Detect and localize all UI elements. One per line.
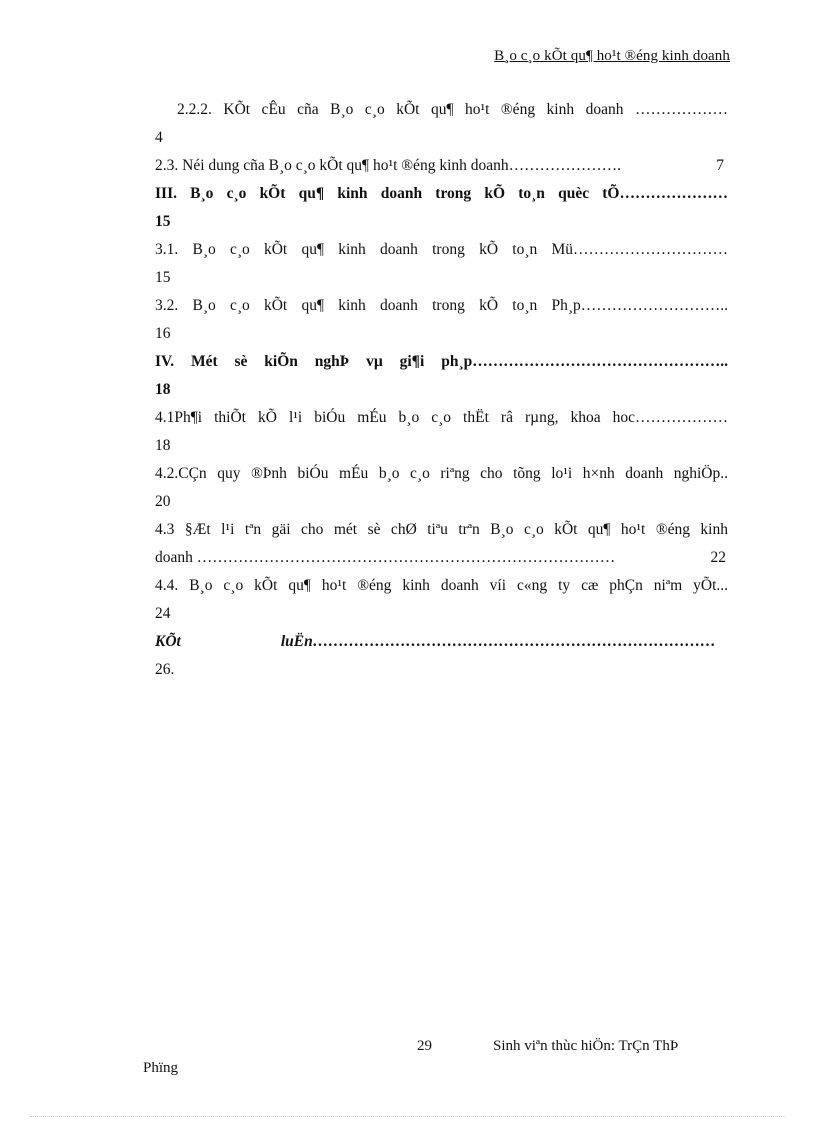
toc-entry-text: 2.3. Néi dung cña B¸o c¸o kÕt qu¶ ho¹t ®éng kinh doanh…………………. [155,157,621,174]
toc-page-number: 15 [155,213,171,230]
toc-entry: 3.1. B¸o c¸o kÕt qu¶ kinh doanh trong kÕ to¸n Mü………………………… [155,241,728,258]
toc-page-number: 20 [155,493,171,510]
toc-entry [155,544,728,572]
toc-page-number: 18 [155,437,171,454]
toc-entry: 4.2.CÇn quy ®Þnh biÓu mÉu b¸o c¸o riªng cho tõng lo¹i h×nh doanh nghiÖp.. [155,465,728,482]
toc-page-number: 18 [155,381,171,398]
toc-entry: 2.2.2. KÕt cÊu cña B¸o c¸o kÕt qu¶ ho¹t ®éng kinh doanh ……………… [177,101,728,118]
running-header-title: B¸o c¸o kÕt qu¶ ho¹t ®éng kinh doanh [494,48,730,64]
toc-entry: 3.2. B¸o c¸o kÕt qu¶ kinh doanh trong kÕ to¸n Ph¸p……………………….. [155,297,728,314]
footer-author-line2: Phïng [143,1060,179,1076]
toc-page-number: 26. [155,661,175,678]
toc-page-number: 4 [155,129,163,146]
toc-entry: 4.4. B¸o c¸o kÕt qu¶ ho¹t ®éng kinh doanh víi c«ng ty cæ phÇn niªm yÕt... [155,577,728,594]
toc-page-number: 24 [155,605,171,622]
toc-page-number: 15 [155,269,171,286]
footer-page-number: 29 [417,1038,432,1054]
toc-page-number: 7 [716,157,724,174]
toc-section-heading: IV. Mét sè kiÕn nghÞ vµ gi¶i ph¸p………………………………………….. [155,353,728,370]
toc-entry: 4.1Ph¶i thiÕt kÕ l¹i biÓu mÉu b¸o c¸o thËt râ rµng, khoa hoc……………… [155,409,728,426]
toc-entry [155,152,728,180]
page-bottom-divider [30,1116,786,1117]
table-of-contents [155,96,728,684]
toc-page-number: 16 [155,325,171,342]
toc-conclusion-entry [155,628,728,656]
toc-conclusion-leader: luËn…………………………………………………………………… [280,633,716,650]
toc-conclusion-label: KÕt [155,633,181,650]
toc-page-number: 22 [710,549,726,566]
toc-entry-text: doanh ……………………………………………………………………… [155,549,616,566]
toc-section-heading: III. B¸o c¸o kÕt qu¶ kinh doanh trong kÕ to¸n quèc tÕ………………… [155,185,728,202]
toc-entry: 4.3 §Æt l¹i tªn gäi cho mét sè chØ tiªu trªn B¸o c¸o kÕt qu¶ ho¹t ®éng kinh [155,521,728,538]
footer-author-line1: Sinh viªn thùc hiÖn: TrÇn ThÞ [493,1038,679,1054]
